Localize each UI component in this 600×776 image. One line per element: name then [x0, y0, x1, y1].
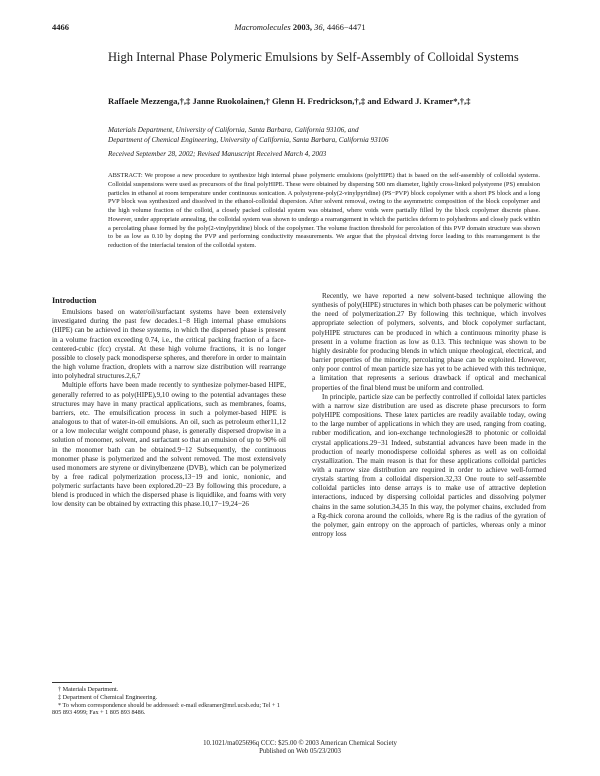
intro-paragraph-1: Emulsions based on water/oil/surfactant systems have been extensively investigated during the past few decades.1−8 High internal phase emulsions (HIPE) can be achieved in these systems, in which the dispersed phase is present in a volume fraction exceeding 0.74, i.e., the critical packing fraction of a face-centered-cubic (fcc) crystal. At these high volume fractions, it is no longer possible to closely pack monodisperse spheres, and therefore in order to maintain the high volume fraction, droplets with a narrow size distribution will rearrange into polyhedral structures.2,6,7 [52, 308, 286, 381]
running-head [0, 22, 600, 32]
footnote-rule [52, 682, 112, 683]
right-paragraph-2: In principle, particle size can be perfectly controlled if colloidal latex particles with a narrow size distribution are used as discrete phase precursors to form polyHIPE compositions. These latex particles are readily available today, owing to the large number of applications in which they are used, ranging from coating, rubber modification, and ion-exchange technologies28 to photonic or colloidal crystal applications.29−31 Indeed, substantial advances have been made in the production of nearly monodisperse colloidal spheres as well as on colloidal crystallization. The main reason is that for these applications colloidal particles with a narrow size distribution are required in order to achieve well-formed crystals starting from a colloidal dispersion.32,33 One route to self-assemble colloidal particles into dense arrays is to make use of attractive depletion interactions, induced by dispersing colloidal particles and dissolving polymer chains in the same solution.34,35 In this way, the polymer chains, excluded from a Rg-thick corona around the colloids, where Rg is the radius of the gyration of the polymer, gain entropy on the approach of particles, whereas only a minor entropy loss [312, 392, 546, 539]
affiliation-2: Department of Chemical Engineering, University of California, Santa Barbara, California 93106 [108, 136, 389, 144]
journal-volume: 36, [314, 22, 325, 32]
journal-name: Macromolecules [234, 22, 291, 32]
section-heading-introduction: Introduction [52, 296, 97, 305]
right-paragraph-1: Recently, we have reported a new solvent-based technique allowing the synthesis of poly(HIPE) structures in which both phases can be polymeric without the need of polymerization.27 By following this technique, which involves appropriate selection of polymers, solvents, and block copolymer surfactant, polyHIPE structures can be produced in which a continuous minority phase is present in a volume fraction as low as 0.13. This technique was shown to be highly desirable for producing blends in which unique rheological, electrical, and barrier properties of the minority, percolating phase can be exploited. However, only poor control of mean particle size has yet to be achieved with this technique, a limitation that represents a serious drawback if optical and mechanical properties of the final blend must be uniform and controlled. [312, 292, 546, 392]
footnote-1: † Materials Department. [58, 686, 119, 693]
article-affiliations [108, 125, 538, 145]
left-column [52, 296, 286, 510]
article-authors: Raffaele Mezzenga,†,‡ Janne Ruokolainen,† Glenn H. Fredrickson,†,‡ and Edward J. Kramer*,†,‡ [108, 96, 471, 106]
abstract: ABSTRACT: We propose a new procedure to synthesize high internal phase polymeric emulsions (polyHIPE) that is based on the self-assembly of colloidal systems. Colloidal suspensions were used as precursors of the final polyHIPE. These were obtained by dispersing 500 nm diameter, lightly cross-linked polystyrene (PS) emulsion particles in ethanol at room temperature under continuous sonication. A polystyrene-poly(2-vinylpyridine) (PS−PVP) block copolymer with a short PS block and a long PVP block was synthesized and dissolved in the ethanol-colloidal dispersion. After solvent removal, owing to the asymmetric composition of the block copolymer and the high volume fraction of the colloid, a closely packed colloidal system was obtained, where voids were partially filled by the block copolymer discrete phase. However, under appropriate annealing, the colloidal system was shown to undergo a rearrangement in which the particles deform to polyhedrons and closely pack within a percolating phase formed by the poly(2-vinylpyridine) block of the copolymer. The volume fraction threshold for percolation of this PVP domain structure was shown to be as low as 0.10 by doping the PVP and performing conductivity measurements. We argue that the physical driving force leading to this rearrangement is the reduction of the interfacial tension of the colloidal system. [108, 172, 540, 249]
affiliation-1: Materials Department, University of California, Santa Barbara, California 93106, and [108, 126, 359, 134]
received-dates: Received September 28, 2002; Revised Manuscript Received March 4, 2003 [108, 150, 327, 158]
doi-line: 10.1021/ma025696q CCC: $25.00 © 2003 American Chemical Society [203, 740, 397, 747]
journal-pages: 4466−4471 [326, 22, 366, 32]
page-number: 4466 [52, 22, 69, 32]
publication-date: Published on Web 05/23/2003 [259, 748, 341, 756]
doi-footer [0, 740, 600, 757]
footnote-3: * To whom correspondence should be addressed: e-mail edkramer@mrl.ucsb.edu; Tel + 1 805 893 4999; Fax + 1 805 893 8486. [52, 701, 281, 717]
footnote-2: ‡ Department of Chemical Engineering. [58, 693, 158, 701]
intro-paragraph-2: Multiple efforts have been made recently to synthesize polymer-based HIPE, generally referred to as poly(HIPE),9,10 owing to the potential advantages these structures may have in many practical applications, such as membranes, foams, barriers, etc. The emulsification process in such a polymer-based HIPE is analogous to that of water-in-oil emulsions. An oil, such as petroleum ether11,12 or a low molecular weight compound phase, is generally dispersed dropwise in a solution of monomer, solvent, and surfactant so that an emulsion of up to 90% oil in the monomer bath can be obtained.9−12 Subsequently, the continuous monomer phase is polymerized and the solvent removed. The most extensively used monomers are styrene or divinylbenzene (DVB), which can be polymerized by a free radical polymerization process,13−19 and ionic, nonionic, and polymeric surfactants have been explored.20−23 By following this procedure, a blend is produced in which the dispersed phase is liquidlike, and foams with very low density can be obtained by extracting this phase.10,17−19,24−26 [52, 381, 286, 509]
right-column [312, 292, 546, 539]
article-title: High Internal Phase Polymeric Emulsions by Self-Assembly of Colloidal Systems [108, 50, 519, 64]
journal-year: 2003, [292, 22, 312, 32]
footnotes [52, 682, 286, 717]
